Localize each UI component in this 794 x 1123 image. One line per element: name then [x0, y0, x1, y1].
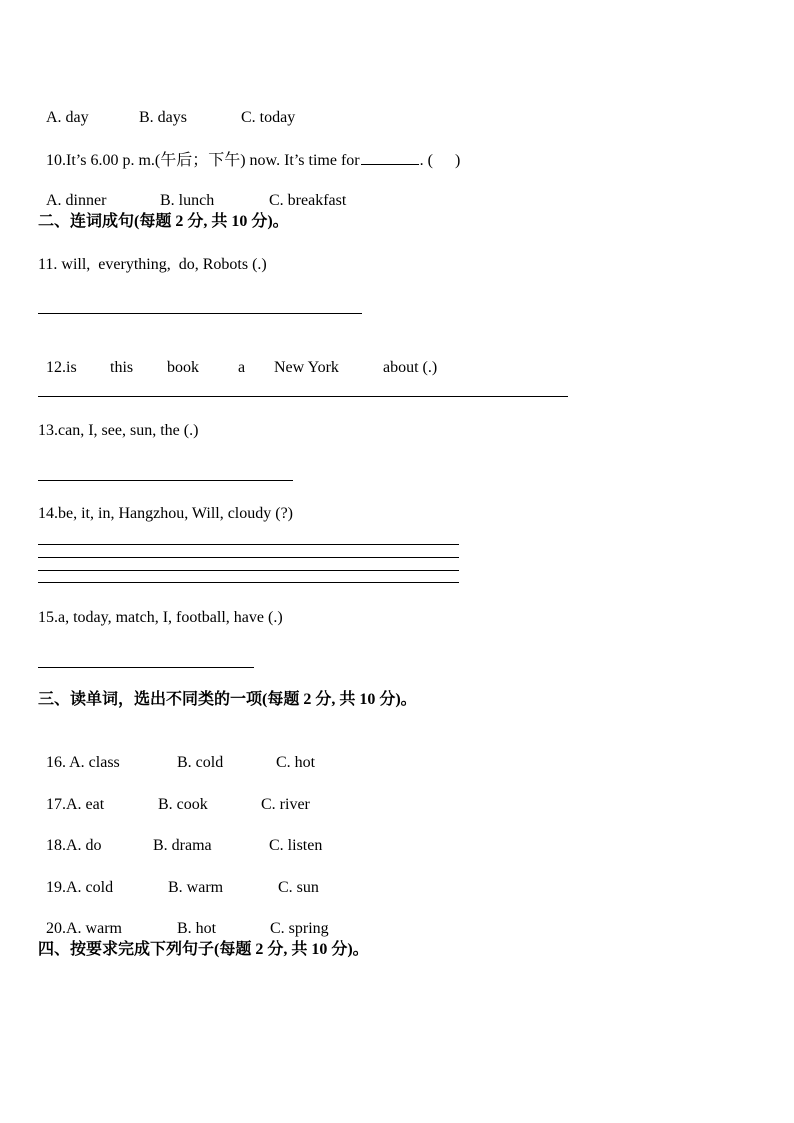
- q18-options: [38, 816, 322, 856]
- q18-option-c: C. listen: [269, 837, 323, 854]
- section-4-title: 四、按要求完成下列句子(每题 2 分, 共 10 分)。: [38, 941, 369, 958]
- q17-option-a: 17.A. eat: [46, 796, 105, 813]
- q19-option-b: B. warm: [168, 879, 224, 896]
- q10-option-b: B. lunch: [160, 192, 215, 209]
- q11-prompt: 11. will, everything, do, Robots (.): [38, 256, 267, 273]
- section-3-title: 三、读单词，选出不同类的一项(每题 2 分, 共 10 分)。: [38, 691, 417, 708]
- q17-option-b: B. cook: [158, 796, 208, 813]
- q9-options: [38, 88, 295, 128]
- q14-prompt: 14.be, it, in, Hangzhou, Will, cloudy (?): [38, 505, 294, 522]
- q20-option-a: 20.A. warm: [46, 920, 122, 937]
- q9-option-a: A. day: [46, 109, 89, 126]
- q19-options: [38, 858, 319, 898]
- q15-prompt: 15.a, today, match, I, football, have (.): [38, 609, 283, 626]
- q14-answer-line[interactable]: [38, 557, 459, 558]
- q12-prompt: [38, 338, 437, 378]
- q20-option-b: B. hot: [177, 920, 217, 937]
- q12-answer-line[interactable]: [38, 396, 568, 397]
- q10-close-paren: ): [454, 152, 461, 169]
- q16-option-a: 16. A. class: [46, 754, 120, 771]
- q12-number: 12.is: [46, 359, 77, 376]
- q10-option-a: A. dinner: [46, 192, 107, 209]
- q12-word: New York: [274, 359, 339, 376]
- q19-option-a: 19.A. cold: [46, 879, 114, 896]
- q16-option-c: C. hot: [276, 754, 316, 771]
- q12-word: about (.): [383, 359, 438, 376]
- q9-option-c: C. today: [241, 109, 296, 126]
- q10-text-after: . (: [419, 152, 433, 169]
- q20-options: [38, 899, 329, 939]
- q16-option-b: B. cold: [177, 754, 224, 771]
- q14-answer-line[interactable]: [38, 582, 459, 583]
- q9-option-b: B. days: [139, 109, 187, 126]
- q13-answer-line[interactable]: [38, 480, 293, 481]
- q14-answer-line[interactable]: [38, 544, 459, 545]
- q10-answer-blank[interactable]: [361, 150, 419, 165]
- q10-options: [38, 171, 346, 211]
- q12-word: book: [167, 359, 199, 376]
- q19-option-c: C. sun: [278, 879, 319, 896]
- q17-option-c: C. river: [261, 796, 310, 813]
- q15-answer-line[interactable]: [38, 667, 254, 668]
- q12-word: a: [238, 359, 246, 376]
- q14-answer-line[interactable]: [38, 570, 459, 571]
- q12-word: this: [110, 359, 134, 376]
- section-2-title: 二、连词成句(每题 2 分, 共 10 分)。: [38, 213, 289, 230]
- q17-options: [38, 775, 310, 815]
- q10-text: 10.It’s 6.00 p. m.(午后；下午) now. It’s time for: [46, 152, 360, 169]
- q20-option-c: C. spring: [270, 920, 329, 937]
- q13-prompt: 13.can, I, see, sun, the (.): [38, 422, 199, 439]
- q18-option-a: 18.A. do: [46, 837, 102, 854]
- q11-answer-line[interactable]: [38, 313, 362, 314]
- q10-question: [38, 130, 460, 171]
- q10-option-c: C. breakfast: [269, 192, 347, 209]
- q16-options: [38, 733, 315, 773]
- q18-option-b: B. drama: [153, 837, 212, 854]
